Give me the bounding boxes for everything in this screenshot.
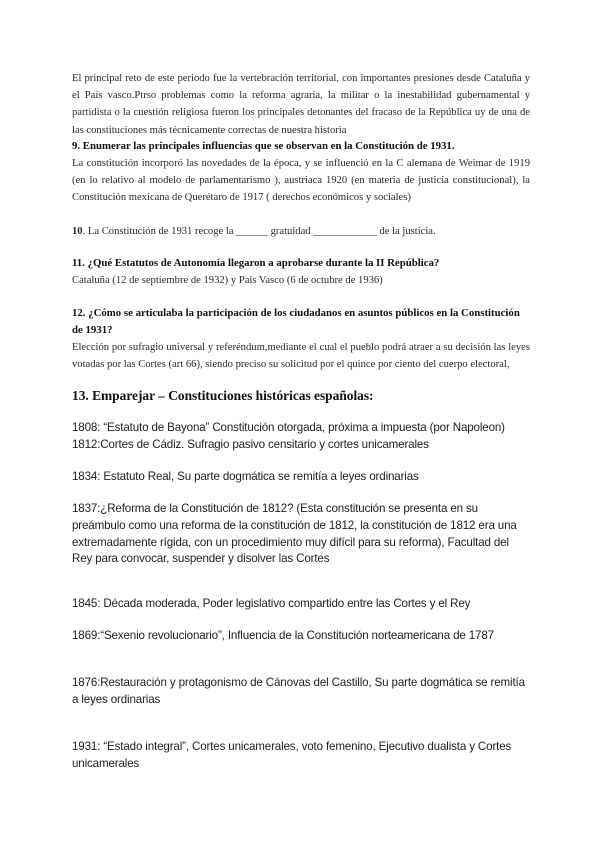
constitution-item-1808: 1808: “Estatuto de Bayona” Constitución otorgada, próxima a impuesta (por Napoleon) [72, 421, 505, 434]
question-10 [72, 223, 530, 240]
constitution-item-1845: 1845: Década moderada, Poder legislativo compartido entre las Cortes y el Rey [72, 597, 471, 610]
answer-11: Cataluña (12 de septiembre de 1932) y País Vasco (6 de octubre de 1936) [72, 275, 383, 286]
constitution-item-1834: 1834: Estatuto Real, Su parte dogmática se remitía a leyes ordinarias [72, 470, 419, 483]
constitution-item-1812: 1812:Cortes de Cádiz. Sufragio pasivo censitario y cortes unicamerales [72, 438, 429, 451]
answer-9: La constitución incorporó las novedades de la época, y se influenció en la C alemana de Weimar de 1919 (en lo relativo al modelo de parlamentarismo ), austriaca 1920 (en materia de justicia constitucional), la Constitución mexicana de Querétaro de 1917 ( derechos económicos y sociales) [72, 158, 530, 204]
question-10-text: . La Constitución de 1931 recoge la ______ gratuidad ____________ de la justicia. [82, 226, 436, 237]
section-13-title: 13. Emparejar – Constituciones históricas españolas: [72, 388, 374, 403]
constitution-item-1931: 1931: “Estado integral”, Cortes unicamerales, voto femenino, Ejecutivo dualista y Cortes unicamerales [72, 740, 512, 770]
constitution-item-1876: 1876:Restauración y protagonismo de Cánovas del Castillo, Su parte dogmática se remitía a leyes ordinarias [72, 676, 525, 706]
constitution-item-1869: 1869:“Sexenio revolucionario”, Influencia de la Constitución norteamericana de 1787 [72, 629, 494, 642]
intro-paragraph: El principal reto de este periodo fue la vertebración territorial, con importantes presiones desde Cataluña y el País vasco.Ptrso problemas como la reforma agraria, la militar o la inestabilidad gubernamental y partidista o la cuestión religiosa fueron los principales detonantes del fracaso de la República uy de una de las constituciones más técnicamente correctas de nuestra historia [72, 73, 530, 136]
answer-12: Elección por sufragio universal y referéndum,mediante el cual el pueblo podrá atraer a su decisión las leyes votadas por las Cortes (art 66), siendo preciso su solicitud por el quince por ciento del cuerpo electoral, [72, 342, 530, 371]
question-9: 9. Enumerar las principales influencias que se observan en la Constitución de 1931. [72, 140, 455, 152]
question-12: 12. ¿Cómo se articulaba la participación de los ciudadanos en asuntos públicos en la Constitución de 1931? [72, 307, 520, 336]
question-10-number: 10 [72, 226, 83, 237]
question-11: 11. ¿Qué Estatutos de Autonomía llegaron a aprobarse durante la II República? [72, 257, 440, 269]
constitution-item-1837: 1837:¿Reforma de la Constitución de 1812? (Esta constitución se presenta en su preámbulo como una reforma de la constitución de 1812, la constitución de 1812 era una extremadamente rígida, con un procedimiento muy difícil para su reforma), Facultad del Rey para convocar, suspender y disolver las Cortes [72, 502, 517, 566]
